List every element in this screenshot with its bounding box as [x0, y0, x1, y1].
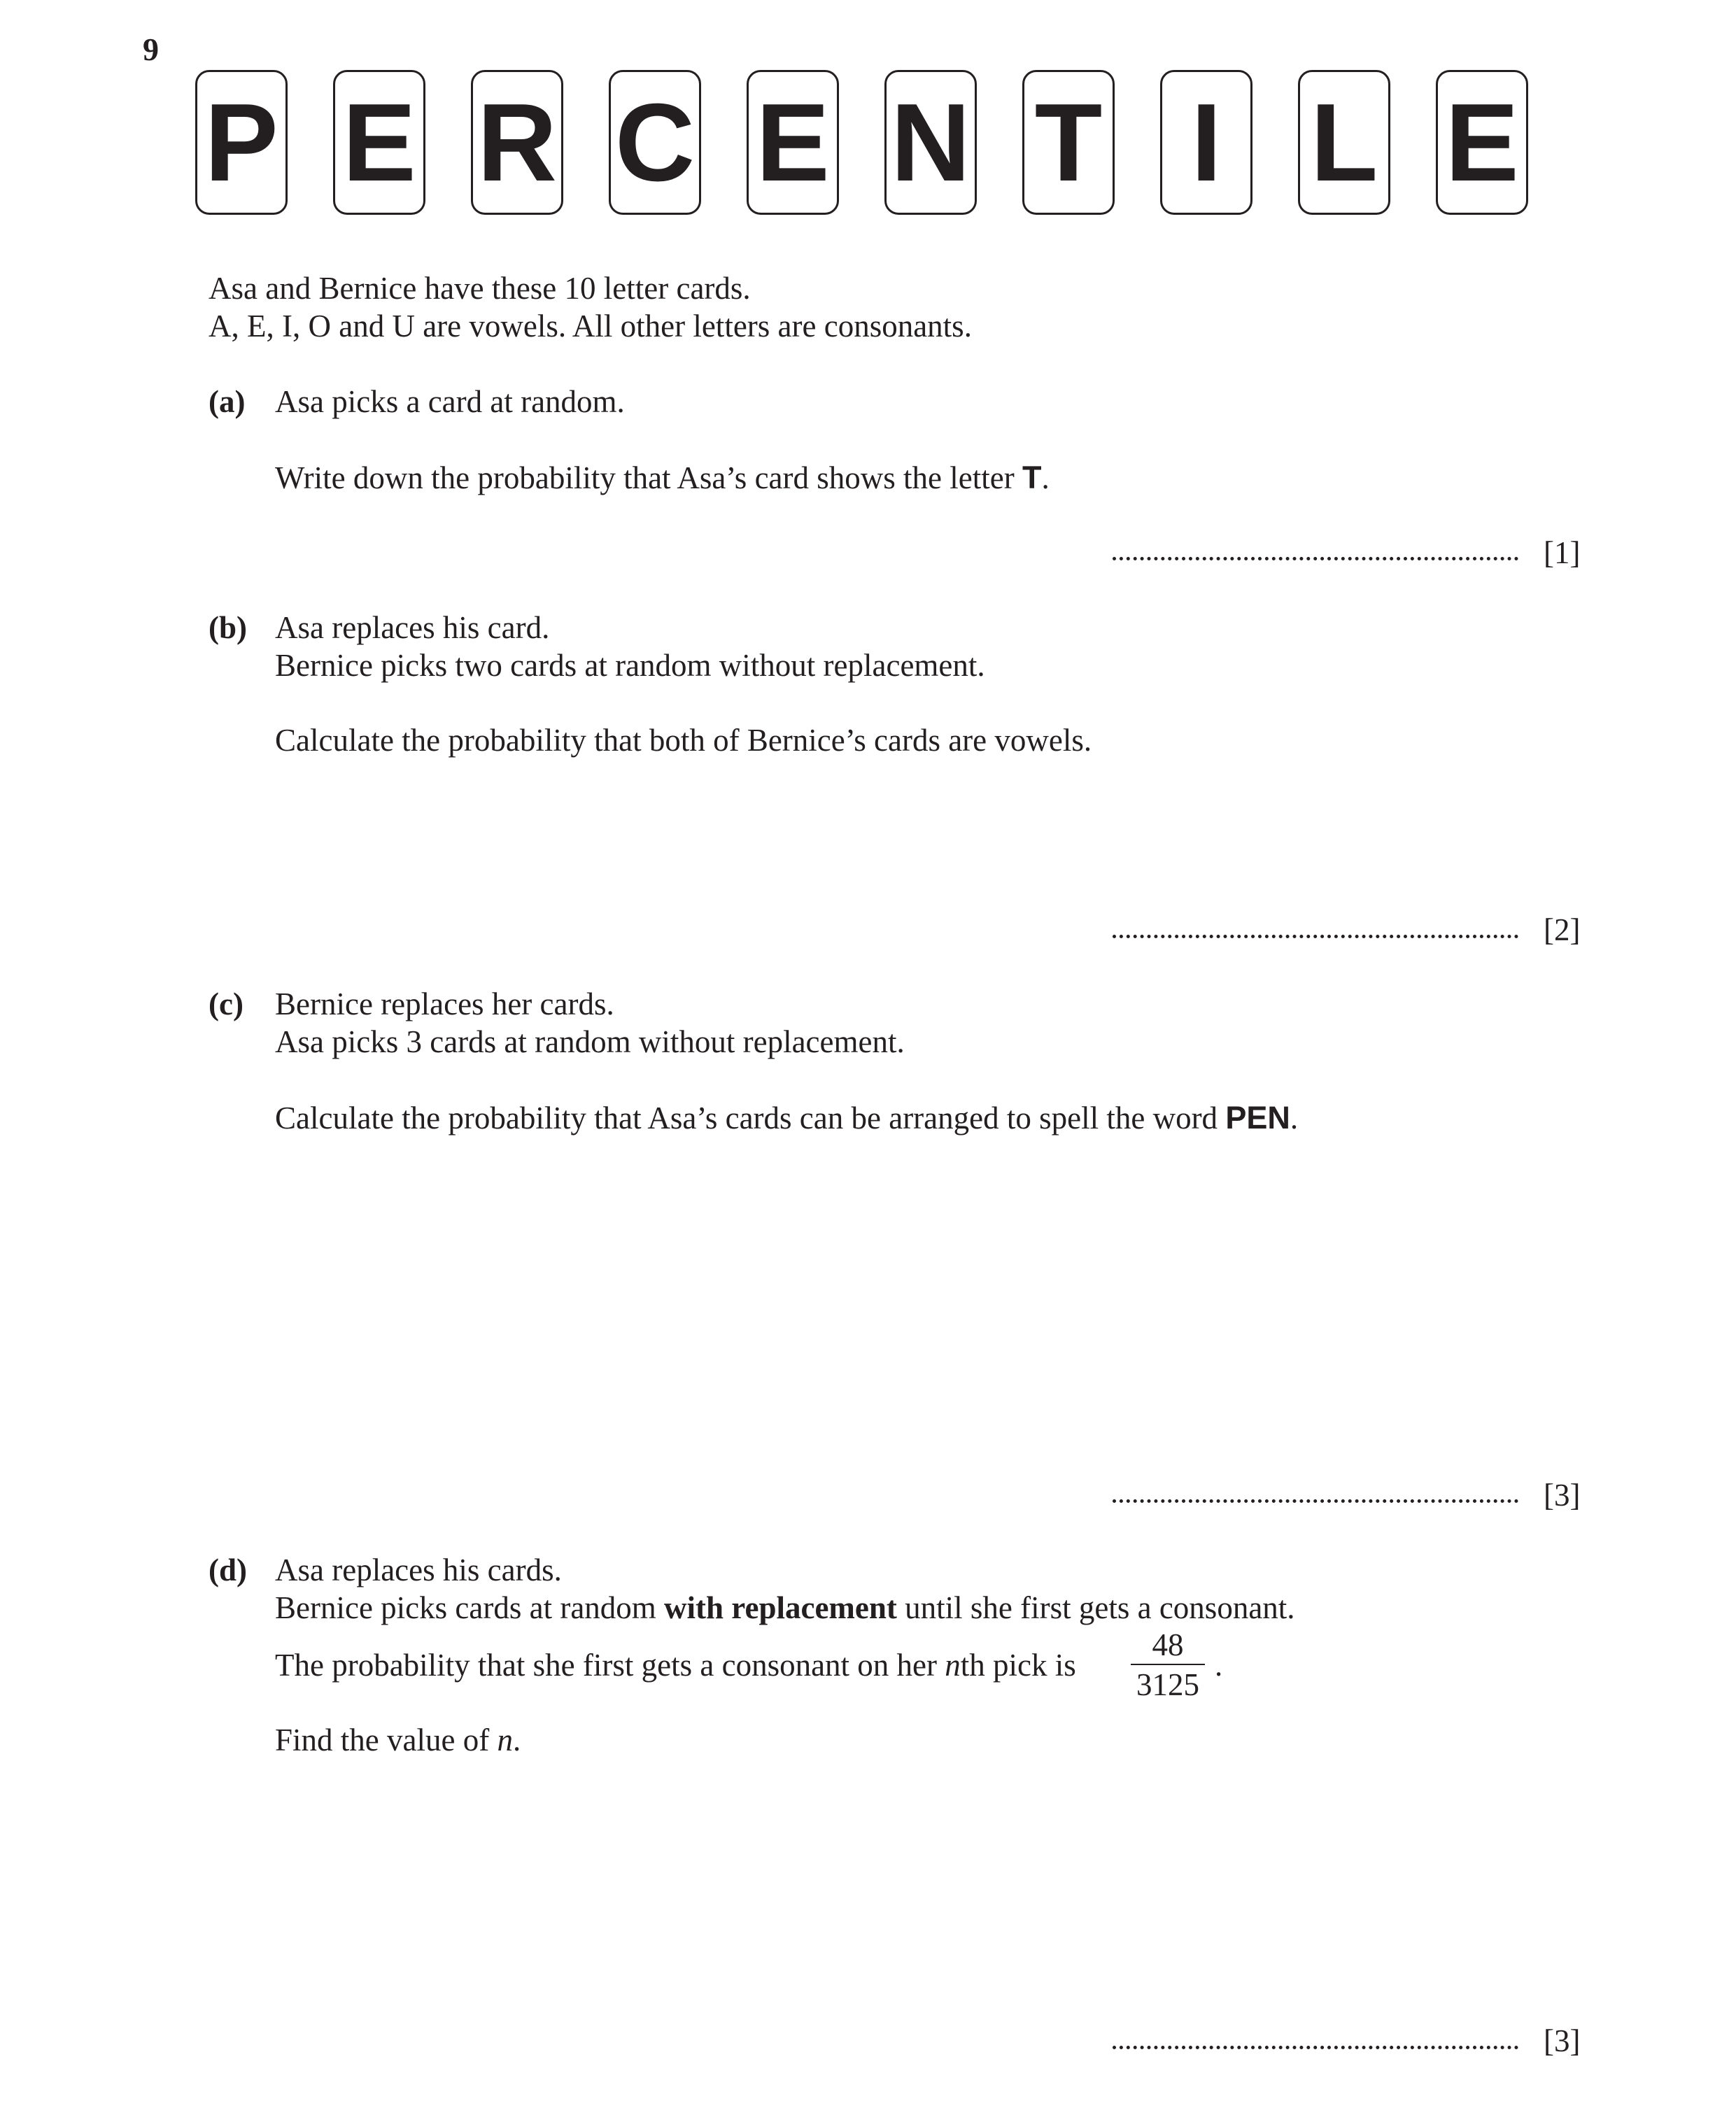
question-number: 9 [143, 31, 159, 67]
part-d-line-2-start: Bernice picks cards at random [275, 1590, 665, 1625]
letter-card: E [333, 70, 425, 215]
part-d-instruction [275, 1725, 521, 1756]
answer-line-a[interactable] [1113, 557, 1518, 560]
period: . [512, 1723, 521, 1757]
variable-n: n [945, 1648, 961, 1683]
variable-n: n [497, 1723, 513, 1757]
part-c-line-1: Bernice replaces her cards. [275, 986, 614, 1021]
part-b-line-2: Bernice picks two cards at random without replacement. [275, 648, 985, 683]
letter-card: R [471, 70, 563, 215]
part-c-instruction-text: Calculate the probability that Asa’s cards can be arranged to spell the word [275, 1101, 1226, 1136]
part-d-line-3-end: th pick is [960, 1648, 1076, 1683]
letter-card: I [1160, 70, 1252, 215]
letter-card: E [1436, 70, 1528, 215]
period: . [1290, 1101, 1299, 1136]
with-replacement-emphasis: with replacement [664, 1590, 897, 1625]
part-a-label: (a) [209, 384, 246, 419]
letter-card: L [1298, 70, 1390, 215]
answer-line-c[interactable] [1113, 1499, 1518, 1503]
letter-card: T [1022, 70, 1115, 215]
period: . [1041, 460, 1050, 495]
intro-line-2: A, E, I, O and U are vowels. All other letters are consonants. [209, 309, 972, 344]
part-d-line-3-start: The probability that she first gets a consonant on her [275, 1648, 945, 1683]
answer-line-b[interactable] [1113, 935, 1518, 938]
part-b-label: (b) [209, 610, 247, 645]
letter-card: C [609, 70, 701, 215]
part-d-instruction-text: Find the value of [275, 1723, 497, 1757]
part-b-line-1: Asa replaces his card. [275, 610, 550, 645]
fraction-period: . [1215, 1648, 1223, 1683]
marks-c: [3] [1544, 1478, 1581, 1513]
part-a-line-1: Asa picks a card at random. [275, 384, 625, 419]
word-pen: PEN [1225, 1100, 1290, 1136]
part-c-label: (c) [209, 986, 244, 1021]
fraction-denominator: 3125 [1136, 1667, 1199, 1702]
part-d-line-2 [275, 1592, 1295, 1624]
letter-card: P [195, 70, 288, 215]
part-c-instruction [275, 1102, 1298, 1134]
marks-b: [2] [1544, 912, 1581, 947]
marks-a: [1] [1544, 535, 1581, 570]
part-a-instruction [275, 462, 1050, 494]
part-d-line-3 [275, 1650, 1076, 1681]
answer-line-d[interactable] [1113, 2046, 1518, 2049]
marks-d: [3] [1544, 2023, 1581, 2058]
part-d-label: (d) [209, 1552, 247, 1587]
part-b-instruction: Calculate the probability that both of Bernice’s cards are vowels. [275, 723, 1092, 758]
intro-line-1: Asa and Bernice have these 10 letter cards. [209, 271, 751, 306]
letter-card: E [747, 70, 839, 215]
letter-card: N [884, 70, 977, 215]
part-d-line-2-end: until she first gets a consonant. [896, 1590, 1295, 1625]
fraction-numerator: 48 [1152, 1627, 1184, 1662]
letter-t: T [1022, 460, 1042, 495]
part-d-line-1: Asa replaces his cards. [275, 1552, 562, 1587]
part-a-instruction-text: Write down the probability that Asa’s card shows the letter [275, 460, 1022, 495]
probability-fraction [1131, 1629, 1205, 1701]
fraction-bar [1131, 1664, 1205, 1665]
part-c-line-2: Asa picks 3 cards at random without replacement. [275, 1024, 905, 1059]
